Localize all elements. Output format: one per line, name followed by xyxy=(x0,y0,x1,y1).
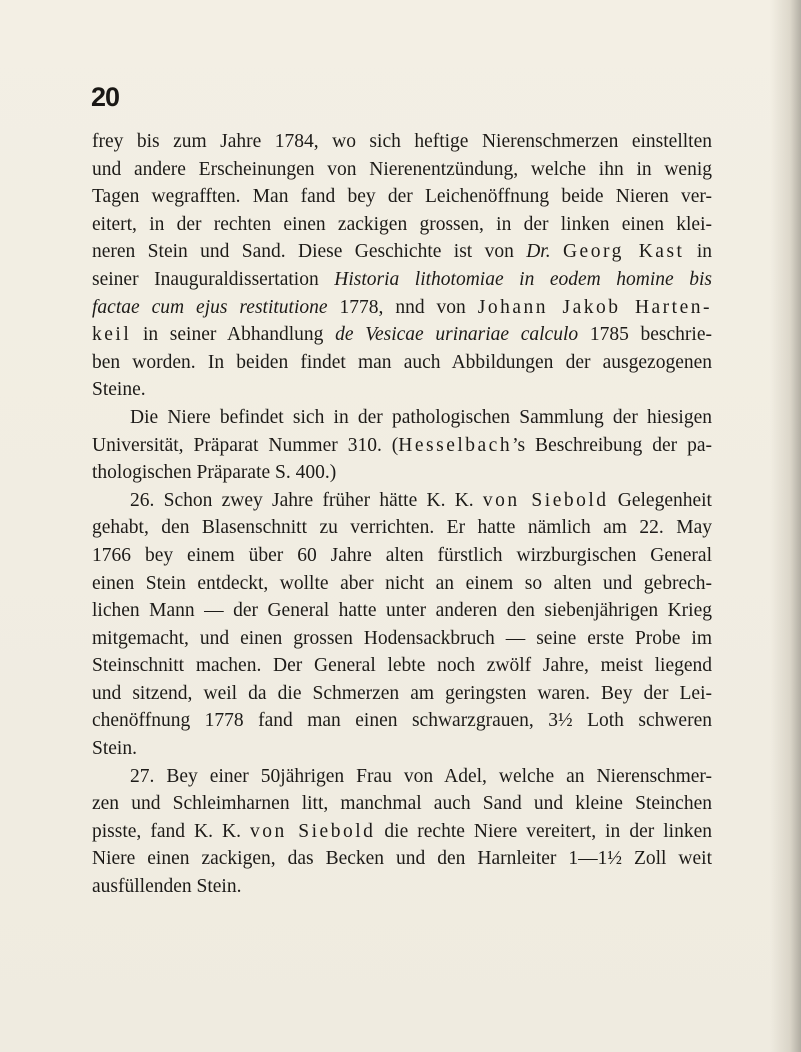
text-segment: in xyxy=(684,241,713,263)
text-line xyxy=(92,266,712,294)
text-segment: chenöffnung 1778 fand man einen schwarzgrauen, 3½ Loth schweren xyxy=(92,710,712,732)
text-line xyxy=(92,376,712,404)
text-line xyxy=(92,238,712,266)
text-segment: Stein. xyxy=(92,738,137,760)
text-segment: Tagen wegrafften. Man fand bey der Leichenöffnung beide Nieren ver- xyxy=(92,186,712,208)
text-line xyxy=(92,156,712,184)
text-segment: die rechte Niere vereitert, in der linken xyxy=(375,820,713,842)
text-segment: in seiner Abhandlung xyxy=(131,324,336,346)
text-line xyxy=(92,818,712,846)
page-number: 20 xyxy=(91,82,120,112)
text-segment: und andere Erscheinungen von Nierenentzündung, welche ihn in wenig xyxy=(92,158,712,180)
text-line xyxy=(92,597,712,625)
text-segment: frey bis zum Jahre 1784, wo sich heftige Nierenschmerzen einstellten xyxy=(92,131,712,152)
text-segment: gehabt, den Blasenschnitt zu verrichten. Er hatte nämlich am 22. May xyxy=(92,517,712,539)
text-segment: ’s Beschreibung der pa- xyxy=(512,434,713,456)
text-segment: thologischen Präparate S. 400.) xyxy=(92,462,337,484)
text-segment: neren Stein und Sand. Diese Geschichte ist von xyxy=(92,241,527,263)
spaced-name: Johann Jakob Harten- xyxy=(477,296,712,318)
text-segment: einen Stein entdeckt, wollte aber nicht an einem so alten und gebrech- xyxy=(92,572,712,594)
text-line xyxy=(92,680,712,708)
text-line xyxy=(92,873,712,901)
italic-text: Dr. xyxy=(526,241,551,263)
text-line xyxy=(92,294,712,322)
text-segment: ben worden. In beiden findet man auch Abbildungen der ausgezogenen xyxy=(92,351,712,373)
text-line xyxy=(92,321,712,349)
text-line xyxy=(92,570,712,598)
text-line xyxy=(92,432,712,460)
text-line xyxy=(92,128,712,156)
text-line xyxy=(92,459,712,487)
text-segment: ausfüllenden Stein. xyxy=(92,876,242,898)
text-segment: zen und Schleimharnen litt, manchmal auch Sand und kleine Steinchen xyxy=(92,793,712,815)
text-line xyxy=(92,404,712,432)
text-segment: Steinschnitt machen. Der General lebte noch zwölf Jahre, meist liegend xyxy=(92,655,712,677)
text-line xyxy=(92,211,712,239)
text-line xyxy=(92,514,712,542)
text-segment: 1778, nnd von xyxy=(327,296,478,318)
text-segment: 1766 bey einem über 60 Jahre alten fürstlich wirzburgischen General xyxy=(92,544,712,566)
text-segment: Steine. xyxy=(92,379,146,401)
spaced-name: Hesselbach xyxy=(398,434,513,456)
italic-text: factae cum ejus restitutione xyxy=(92,296,328,318)
text-line xyxy=(92,652,712,680)
body-text xyxy=(92,128,712,901)
text-line xyxy=(92,707,712,735)
text-segment: 27. Bey einer 50jährigen Frau von Adel, welche an Nierenschmer- xyxy=(130,765,712,787)
spaced-name: von Siebold xyxy=(482,489,609,511)
spaced-name: keil xyxy=(92,324,132,346)
text-segment: Gelegenheit xyxy=(608,489,712,511)
text-segment: Niere einen zackigen, das Becken und den Harnleiter 1—1½ Zoll weit xyxy=(92,848,712,870)
text-segment: 1785 beschrie- xyxy=(578,324,712,346)
text-segment: lichen Mann — der General hatte unter anderen den siebenjährigen Krieg xyxy=(92,600,712,622)
text-segment: mitgemacht, und einen grossen Hodensackbruch — seine erste Probe im xyxy=(92,627,712,649)
text-line xyxy=(92,735,712,763)
spaced-name: von Siebold xyxy=(250,820,376,842)
italic-text: de Vesicae urinariae calculo xyxy=(335,324,579,346)
italic-text: Historia lithotomiae in eodem homine bis xyxy=(334,268,712,290)
text-segment: eitert, in der rechten einen zackigen grossen, in der linken einen klei- xyxy=(92,213,712,235)
text-line xyxy=(92,183,712,211)
text-segment: pisste, fand K. K. xyxy=(92,820,250,842)
text-segment: Universität, Präparat Nummer 310. ( xyxy=(92,434,399,456)
text-line xyxy=(92,349,712,377)
text-segment: 26. Schon zwey Jahre früher hätte K. K. xyxy=(130,489,483,511)
text-segment: Die Niere befindet sich in der pathologischen Sammlung der hiesigen xyxy=(130,406,712,428)
text-line xyxy=(92,790,712,818)
text-segment xyxy=(551,241,563,262)
text-segment: seiner Inauguraldissertation xyxy=(92,268,335,290)
text-line xyxy=(92,625,712,653)
text-line xyxy=(92,542,712,570)
text-line xyxy=(92,487,712,515)
text-segment: und sitzend, weil da die Schmerzen am geringsten waren. Bey der Lei- xyxy=(92,682,712,704)
spaced-name: Georg Kast xyxy=(562,241,685,263)
text-line xyxy=(92,763,712,791)
text-line xyxy=(92,845,712,873)
